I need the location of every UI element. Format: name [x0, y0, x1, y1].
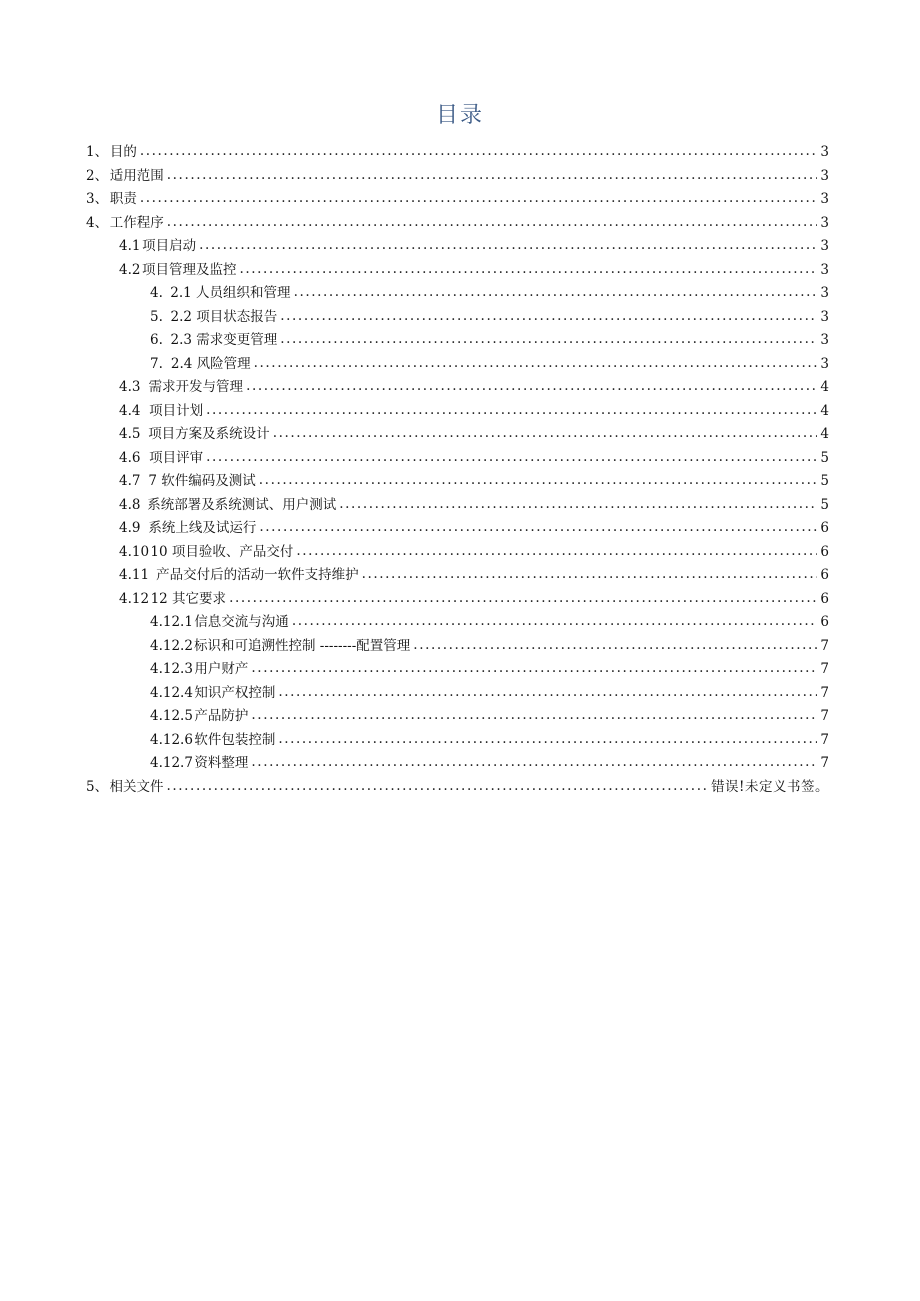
- toc-entry-number: 4.12.3: [150, 661, 193, 677]
- toc-entry-page: 4: [820, 402, 829, 419]
- toc-entry-label: 10 项目验收、产品交付: [150, 543, 294, 560]
- toc-entry-4-8[interactable]: [86, 494, 829, 518]
- toc-leader-dots: [206, 399, 817, 423]
- toc-entry-page: 3: [820, 285, 829, 301]
- toc-entry-page: 7: [820, 684, 829, 701]
- toc-entry-4-12-1[interactable]: [86, 611, 829, 635]
- toc-entry-number: 4.4: [119, 402, 141, 419]
- toc-entry-page: 3: [820, 332, 829, 348]
- toc-entry-number: 4.12.1: [150, 614, 193, 630]
- toc-entry-4-3[interactable]: [86, 376, 829, 400]
- toc-entry-page: 3: [820, 167, 829, 184]
- toc-entry-4-2-4[interactable]: [86, 353, 829, 377]
- toc-entry-number: 4.7: [119, 473, 141, 489]
- toc-entry-page: 6: [820, 614, 829, 630]
- toc-entry-page: 7: [820, 637, 829, 654]
- toc-entry-number: 4.3: [119, 379, 141, 395]
- toc-entry-number: 2、: [86, 167, 109, 184]
- toc-entry-label: 标识和可追溯性控制 --------配置管理: [194, 637, 411, 654]
- toc-leader-dots: [413, 634, 817, 658]
- toc-entry-label: 目的: [109, 144, 137, 160]
- toc-entry-page: 3: [820, 238, 829, 254]
- toc-entry-page: 6: [820, 520, 829, 536]
- toc-entry-page: 7: [820, 708, 829, 724]
- toc-entry-number: 4.12.7: [150, 755, 193, 771]
- toc-entry-4-9[interactable]: [86, 517, 829, 541]
- toc-leader-dots: [199, 234, 817, 258]
- toc-leader-dots: [167, 164, 818, 188]
- toc-entry-4-10[interactable]: [86, 541, 829, 565]
- toc-entry-page: 5: [820, 473, 829, 489]
- toc-entry-label: 适用范围: [109, 167, 164, 184]
- toc-entry-page: 3: [820, 214, 829, 231]
- toc-entry-page: 3: [820, 308, 829, 325]
- toc-entry-4-2-3[interactable]: [86, 329, 829, 353]
- toc-leader-dots: [292, 610, 818, 634]
- toc-entry-4-12-4[interactable]: [86, 682, 829, 706]
- toc-entry-label: 项目方案及系统设计: [148, 426, 270, 442]
- toc-entry-label: 2.1 人员组织和管理: [170, 285, 291, 301]
- toc-entry-number: 4.12: [119, 590, 150, 607]
- toc-entry-5[interactable]: [86, 776, 829, 800]
- toc-entry-4-5[interactable]: [86, 423, 829, 447]
- toc-entry-label: 工作程序: [109, 214, 164, 231]
- toc-leader-dots: [206, 446, 817, 470]
- toc-entry-label: 系统部署及系统测试、用户测试: [147, 496, 337, 513]
- toc-entry-number: 4.2: [119, 261, 141, 278]
- toc-entry-4-12-2[interactable]: [86, 635, 829, 659]
- toc-entry-number: 5.: [150, 308, 163, 325]
- toc-entry-label: 项目评审: [149, 449, 204, 466]
- toc-leader-dots: [278, 681, 817, 705]
- toc-entry-4-12-7[interactable]: [86, 752, 829, 776]
- toc-entry-2[interactable]: [86, 165, 829, 189]
- toc-leader-dots: [246, 375, 817, 399]
- toc-leader-dots: [239, 258, 817, 282]
- toc-entry-page: 4: [820, 426, 829, 442]
- toc-entry-1[interactable]: [86, 141, 829, 165]
- toc-entry-number: 7.: [150, 355, 163, 372]
- toc-leader-dots: [259, 516, 817, 540]
- toc-entry-label: 系统上线及试运行: [148, 520, 257, 536]
- toc-entry-number: 1、: [86, 144, 109, 160]
- toc-entry-number: 3、: [86, 191, 109, 207]
- toc-entry-page: 3: [820, 191, 829, 207]
- toc-leader-dots: [362, 563, 818, 587]
- toc-entry-number: 4.: [150, 285, 163, 301]
- toc-entry-number: 4.12.4: [150, 684, 193, 701]
- toc-entry-number: 4.12.2: [150, 637, 193, 654]
- toc-entry-number: 4、: [86, 214, 109, 231]
- toc-entry-page: 7: [820, 731, 829, 748]
- toc-entry-4-12[interactable]: [86, 588, 829, 612]
- toc-entry-page: 3: [820, 144, 829, 160]
- toc-entry-4-4[interactable]: [86, 400, 829, 424]
- toc-entry-label: 资料整理: [194, 755, 249, 771]
- toc-title: 目录: [435, 103, 484, 128]
- toc-leader-dots: [166, 775, 708, 799]
- toc-entry-number: 5、: [86, 778, 109, 795]
- toc-entry-4-12-5[interactable]: [86, 705, 829, 729]
- toc-entry-label: 软件包装控制: [194, 731, 276, 748]
- toc-entry-4-2-2[interactable]: [86, 306, 829, 330]
- toc-entry-4[interactable]: [86, 212, 829, 236]
- toc-entry-label: 2.2 项目状态报告: [170, 308, 278, 325]
- toc-leader-dots: [339, 493, 817, 517]
- toc-entry-page: 5: [820, 449, 829, 466]
- toc-leader-dots: [229, 587, 817, 611]
- toc-entry-number: 4.12.6: [150, 731, 193, 748]
- toc-entry-label: 产品交付后的活动一软件支持维护: [156, 567, 359, 583]
- toc-leader-dots: [280, 328, 817, 352]
- toc-entry-label: 2.3 需求变更管理: [170, 332, 278, 348]
- toc-entry-page: 6: [820, 543, 829, 560]
- toc-entry-label: 12 其它要求: [150, 590, 227, 607]
- toc-entry-number: 6.: [150, 332, 163, 348]
- toc-entry-4-6[interactable]: [86, 447, 829, 471]
- toc-leader-dots: [140, 140, 818, 164]
- toc-entry-4-1[interactable]: [86, 235, 829, 259]
- toc-entry-page: 7: [820, 755, 829, 771]
- toc-entry-number: 4.11: [119, 567, 150, 583]
- toc-entry-4-7[interactable]: [86, 470, 829, 494]
- toc-entry-number: 4.5: [119, 426, 141, 442]
- toc-entry-number: 4.1: [119, 238, 141, 254]
- toc-entry-label: 产品防护: [194, 708, 249, 724]
- toc-leader-dots: [140, 187, 818, 211]
- toc-entry-page-error: 错误!未定义书签。: [711, 778, 829, 795]
- toc-entry-4-12-3[interactable]: [86, 658, 829, 682]
- toc-entry-page: 6: [820, 567, 829, 583]
- toc-entry-label: 知识产权控制: [194, 684, 276, 701]
- toc-leader-dots: [254, 352, 818, 376]
- toc-entry-label: 项目计划: [149, 402, 204, 419]
- toc-leader-dots: [251, 751, 817, 775]
- toc-entry-label: 7 软件编码及测试: [148, 473, 256, 489]
- toc-entry-label: 职责: [109, 191, 137, 207]
- toc-entry-4-12-6[interactable]: [86, 729, 829, 753]
- toc-entry-label: 相关文件: [109, 778, 164, 795]
- toc-entry-label: 用户财产: [194, 661, 249, 677]
- toc-entry-label: 项目管理及监控: [141, 261, 237, 278]
- toc-leader-dots: [259, 469, 818, 493]
- toc-leader-dots: [251, 657, 817, 681]
- toc-entry-number: 4.10: [119, 543, 150, 560]
- toc-entry-4-2[interactable]: [86, 259, 829, 283]
- toc-leader-dots: [167, 211, 818, 235]
- toc-entry-page: 7: [820, 661, 829, 677]
- toc-entry-page: 5: [820, 496, 829, 513]
- toc-leader-dots: [296, 540, 817, 564]
- table-of-contents: [86, 141, 829, 799]
- toc-leader-dots: [294, 281, 818, 305]
- toc-leader-dots: [251, 704, 817, 728]
- toc-entry-label: 信息交流与沟通: [194, 614, 289, 630]
- toc-entry-number: 4.8: [119, 496, 141, 513]
- toc-entry-number: 4.6: [119, 449, 141, 466]
- toc-entry-label: 项目启动: [142, 238, 197, 254]
- toc-entry-4-2-1[interactable]: [86, 282, 829, 306]
- toc-leader-dots: [280, 305, 817, 329]
- toc-entry-3[interactable]: [86, 188, 829, 212]
- toc-entry-label: 需求开发与管理: [148, 379, 244, 395]
- toc-leader-dots: [273, 422, 818, 446]
- toc-entry-number: 4.9: [119, 520, 141, 536]
- toc-entry-4-11[interactable]: [86, 564, 829, 588]
- toc-entry-number: 4.12.5: [150, 708, 193, 724]
- toc-entry-page: 3: [820, 261, 829, 278]
- toc-leader-dots: [278, 728, 817, 752]
- toc-entry-page: 6: [820, 590, 829, 607]
- toc-entry-page: 3: [820, 355, 829, 372]
- toc-entry-label: 2.4 风险管理: [170, 355, 251, 372]
- toc-entry-page: 4: [820, 379, 829, 395]
